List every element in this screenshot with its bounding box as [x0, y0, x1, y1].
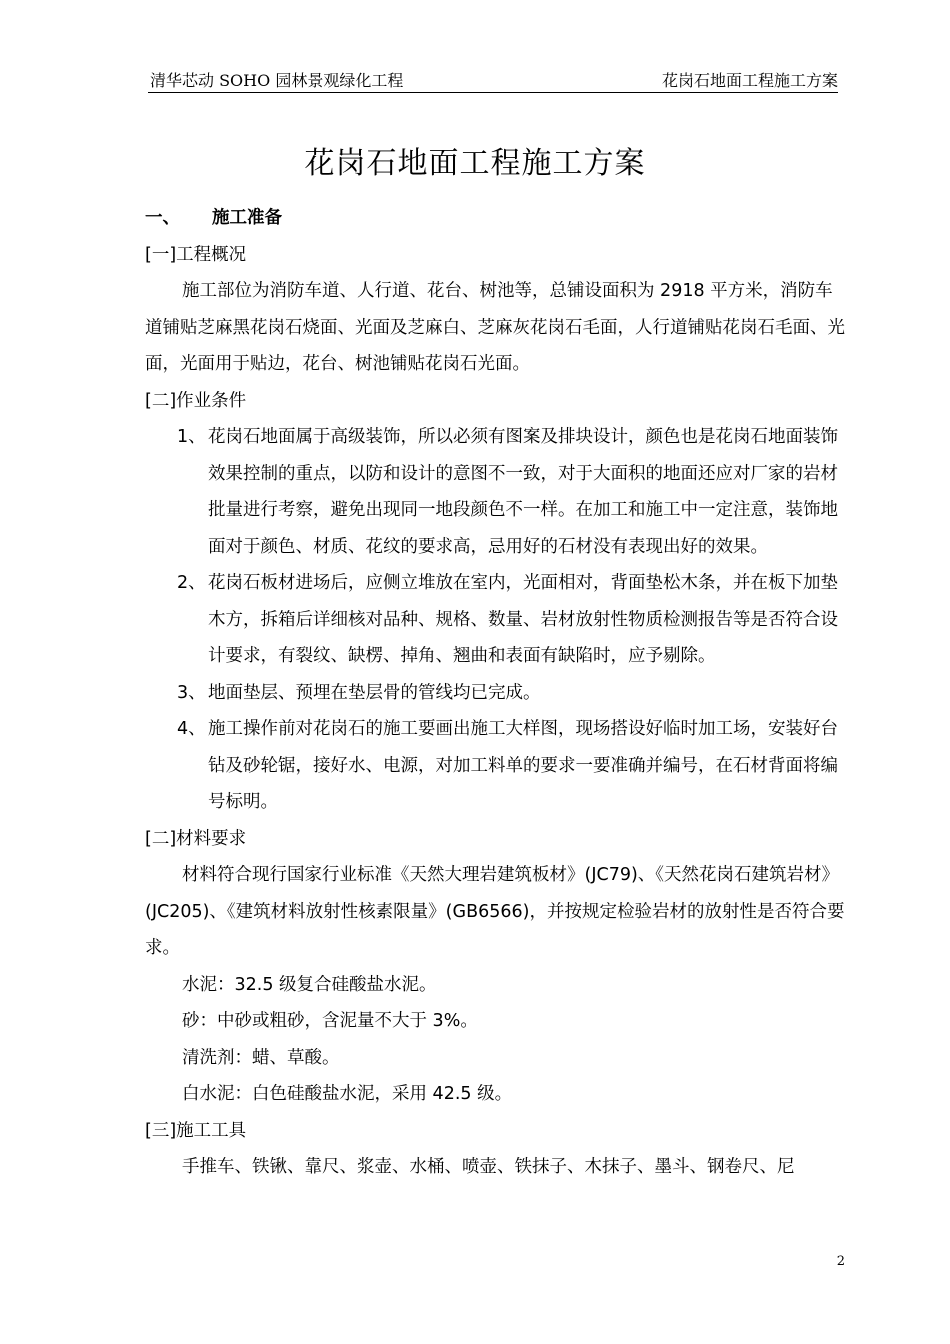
list-item	[145, 711, 850, 821]
materials-paragraph: 材料符合现行国家行业标准《天然大理岩建筑板材》(JC79)、《天然花岗石建筑岩材》(JC205)、《建筑材料放射性核素限量》(GB6566)，并按规定检验岩材的放射性是否符合要求。	[145, 865, 845, 958]
page-header	[148, 68, 838, 93]
list-item-number: 3、	[177, 682, 206, 703]
document-body	[145, 200, 850, 1186]
list-item-number: 1、	[177, 427, 206, 447]
subsection-heading-overview: [一]工程概况	[145, 244, 247, 265]
tools-paragraph: 手推车、铁锹、靠尺、浆壶、水桶、喷壶、铁抹子、木抹子、墨斗、钢卷尺、尼	[182, 1157, 795, 1177]
section-title: 施工准备	[212, 208, 282, 228]
material-line-sand: 砂：中砂或粗砂，含泥量不大于 3%。	[182, 1011, 478, 1031]
list-item-number: 2、	[177, 573, 206, 593]
list-item	[145, 419, 850, 565]
list-item-text: 花岗石板材进场后，应侧立堆放在室内，光面相对，背面垫松木条，并在板下加垫木方，拆箱后详细核对品种、规格、数量、岩材放射性物质检测报告等是否符合设计要求，有裂纹、缺楞、掉角、翘曲和表面有缺陷时，应予剔除。	[208, 573, 838, 666]
page-number: 2	[836, 1254, 845, 1269]
list-item	[145, 675, 850, 712]
material-line-white-cement: 白水泥：白色硅酸盐水泥，采用 42.5 级。	[182, 1084, 513, 1104]
section-heading	[145, 200, 850, 237]
material-line-cement: 水泥：32.5 级复合硅酸盐水泥。	[182, 974, 437, 995]
list-item-text: 地面垫层、预埋在垫层骨的管线均已完成。	[208, 682, 541, 703]
subsection-heading-materials: [二]材料要求	[145, 828, 247, 849]
list-item	[145, 565, 850, 675]
overview-paragraph: 施工部位为消防车道、人行道、花台、树池等，总铺设面积为 2918 平方米，消防车道铺贴芝麻黑花岗石烧面、光面及芝麻白、芝麻灰花岗石毛面，人行道铺贴花岗石毛面、光面，光面用于贴边，花台、树池铺贴花岗石光面。	[145, 281, 845, 374]
material-line-cleaner: 清洗剂：蜡、草酸。	[182, 1047, 340, 1068]
header-document-title: 花岗石地面工程施工方案	[661, 71, 838, 90]
header-project-name: 清华芯动 SOHO 园林景观绿化工程	[150, 71, 404, 90]
document-title: 花岗石地面工程施工方案	[304, 146, 646, 181]
list-item-text: 花岗石地面属于高级装饰，所以必须有图案及排块设计，颜色也是花岗石地面装饰效果控制的重点，以防和设计的意图不一致，对于大面积的地面还应对厂家的岩材批量进行考察，避免出现同一地段颜色不一样。在加工和施工中一定注意，装饰地面对于颜色、材质、花纹的要求高，忌用好的石材没有表现出好的效果。	[208, 427, 838, 557]
section-number: 一、	[145, 208, 180, 228]
list-item-number: 4、	[177, 719, 206, 739]
list-item-text: 施工操作前对花岗石的施工要画出施工大样图，现场搭设好临时加工场，安装好台钻及砂轮锯，接好水、电源，对加工料单的要求一要准确并编号，在石材背面将编号标明。	[208, 719, 838, 812]
subsection-heading-tools: [三]施工工具	[145, 1120, 247, 1141]
subsection-heading-conditions: [二]作业条件	[145, 390, 247, 411]
